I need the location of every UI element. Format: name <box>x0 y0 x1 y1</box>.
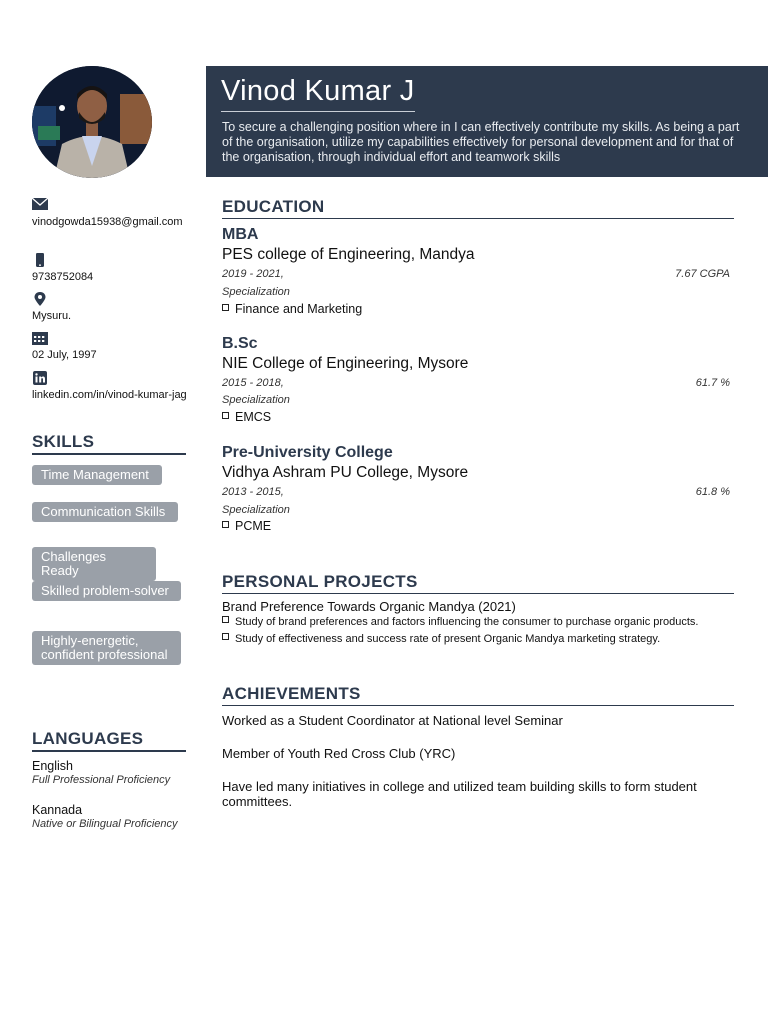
email-text: vinodgowda15938@gmail.com <box>32 216 183 228</box>
school-name: Vidhya Ashram PU College, Mysore <box>222 464 469 481</box>
achievements-heading: ACHIEVEMENTS <box>222 684 734 706</box>
achievement-item: Worked as a Student Coordinator at National level Seminar <box>222 713 563 728</box>
education-meta: 2019 - 2021, 7.67 CGPA <box>222 268 730 280</box>
career-objective: To secure a challenging position where in I can effectively contribute my skills. As being a part of the organisation, utilize my capabilities effectively for personal development and for that of the organisation, through individual effort and teamwork skills <box>222 120 740 164</box>
contact-location <box>32 292 188 323</box>
education-years: 2015 - 2018 <box>222 377 281 389</box>
project-point-text: Study of brand preferences and factors influencing the consumer to purchase organic products. <box>235 616 699 628</box>
specialization-item <box>222 410 271 424</box>
contact-linkedin[interactable] <box>32 371 188 402</box>
education-score: 61.8 % <box>695 486 730 498</box>
contact-dob <box>32 331 188 362</box>
location-text: Mysuru. <box>32 310 72 322</box>
specialization-item <box>222 302 362 316</box>
specialization-text: PCME <box>235 519 272 533</box>
linkedin-icon <box>32 371 188 385</box>
language-name: Kannada <box>32 803 83 817</box>
project-point-text: Study of effectiveness and success rate of present Organic Mandya marketing strategy. <box>235 633 661 645</box>
project-point <box>222 633 660 645</box>
projects-heading: PERSONAL PROJECTS <box>222 572 734 594</box>
specialization-label: Specialization <box>222 286 290 298</box>
language-level: Native or Bilingual Proficiency <box>32 818 178 830</box>
skill-tag: Time Management <box>32 465 162 485</box>
specialization-label: Specialization <box>222 504 290 516</box>
degree-title: Pre-University College <box>222 444 393 461</box>
skill-tag: Challenges Ready <box>32 547 156 581</box>
skill-tag: Communication Skills <box>32 502 178 522</box>
achievement-item: Have led many initiatives in college and utilized team building skills to form student committees. <box>222 779 697 809</box>
language-level: Full Professional Proficiency <box>32 774 171 786</box>
education-meta: 2013 - 2015, 61.8 % <box>222 486 730 498</box>
degree-title: MBA <box>222 226 259 243</box>
school-name: NIE College of Engineering, Mysore <box>222 355 469 372</box>
achievement-item: Member of Youth Red Cross Club (YRC) <box>222 746 456 761</box>
phone-icon <box>32 253 188 267</box>
education-score: 7.67 CGPA <box>675 268 730 280</box>
profile-photo <box>32 66 152 178</box>
education-years: 2013 - 2015 <box>222 486 281 498</box>
skill-tag: Highly-energetic, confident professional <box>32 631 181 665</box>
envelope-icon <box>32 198 188 212</box>
location-pin-icon <box>32 292 188 306</box>
phone-text: 9738752084 <box>32 271 94 283</box>
specialization-text: Finance and Marketing <box>235 302 363 316</box>
languages-heading: LANGUAGES <box>32 729 186 752</box>
education-meta: 2015 - 2018, 61.7 % <box>222 377 730 389</box>
education-heading: EDUCATION <box>222 197 734 219</box>
specialization-item <box>222 519 271 533</box>
linkedin-text: linkedin.com/in/vinod-kumar-jag <box>32 389 187 401</box>
calendar-icon <box>32 331 188 345</box>
degree-title: B.Sc <box>222 335 258 352</box>
school-name: PES college of Engineering, Mandya <box>222 246 475 263</box>
project-point <box>222 616 699 628</box>
contact-phone[interactable] <box>32 253 188 284</box>
education-years: 2019 - 2021 <box>222 268 281 280</box>
project-title: Brand Preference Towards Organic Mandya (2021) <box>222 599 516 614</box>
header-banner <box>206 66 768 177</box>
skill-tag: Skilled problem-solver <box>32 581 181 601</box>
specialization-text: EMCS <box>235 410 272 424</box>
specialization-label: Specialization <box>222 394 290 406</box>
language-name: English <box>32 759 73 773</box>
dob-text: 02 July, 1997 <box>32 349 97 361</box>
skills-heading: SKILLS <box>32 432 186 455</box>
education-score: 61.7 % <box>695 377 730 389</box>
contact-email[interactable] <box>32 198 188 229</box>
candidate-name: Vinod Kumar J <box>221 75 415 112</box>
